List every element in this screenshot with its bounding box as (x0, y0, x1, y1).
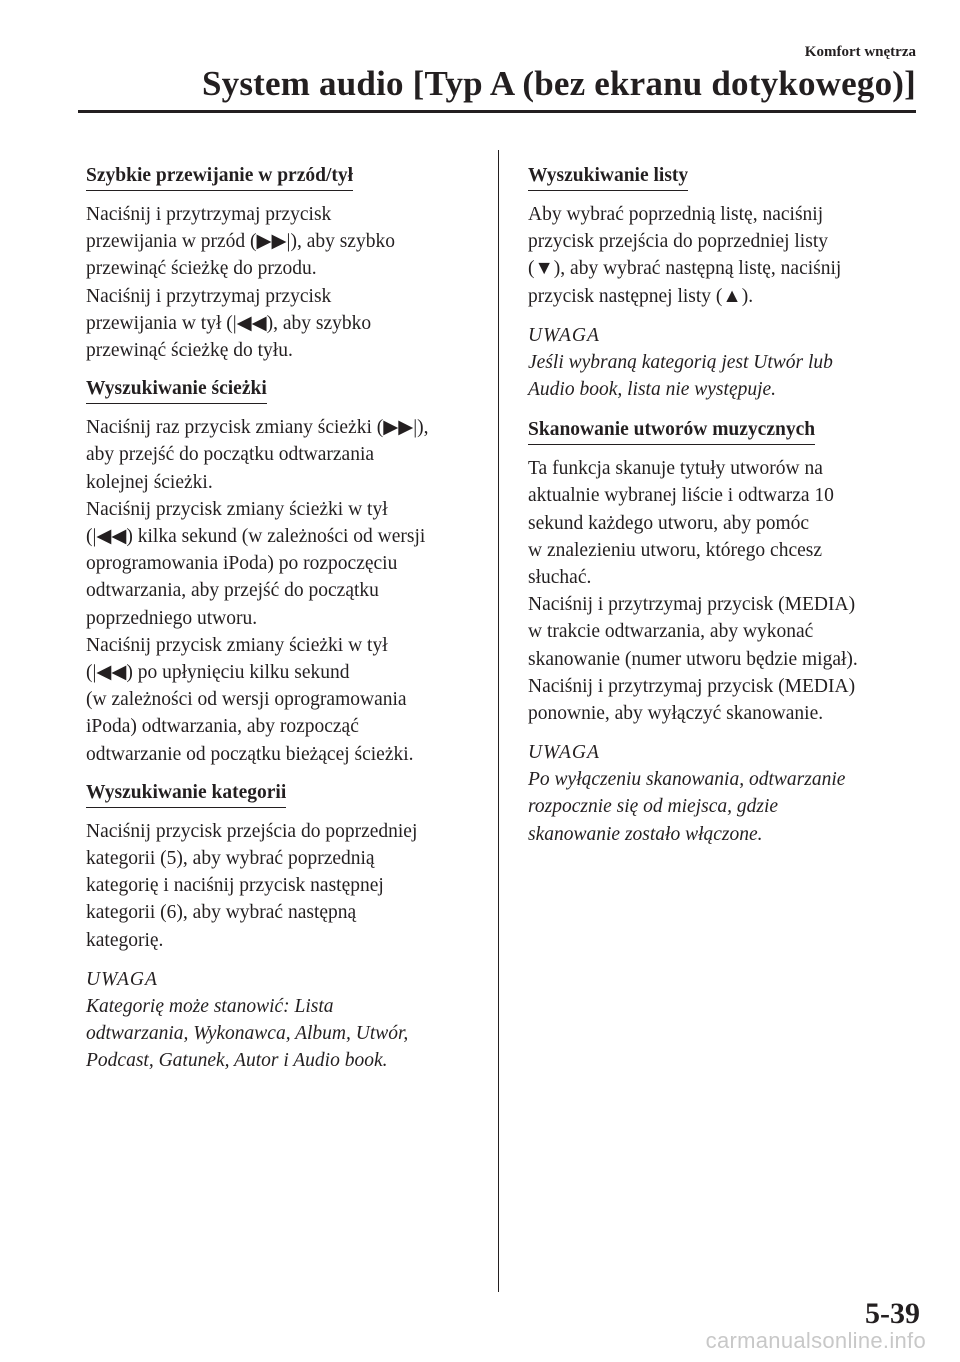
note-label: UWAGA (528, 742, 600, 764)
section-list-search (528, 163, 928, 403)
section-heading: Wyszukiwanie kategorii (86, 780, 286, 808)
section-heading: Wyszukiwanie listy (528, 163, 688, 191)
note-label: UWAGA (86, 968, 158, 990)
page-number: 5-39 (865, 1297, 920, 1330)
note-text: Po wyłączeniu skanowania, odtwarzanie rozpocznie się od miejsca, gdzie skanowanie zostało włączone. (528, 769, 846, 845)
section-heading: Wyszukiwanie ścieżki (86, 376, 267, 404)
left-column (86, 163, 478, 1088)
note-text: Jeśli wybraną kategorią jest Utwór lub Audio book, lista nie występuje. (528, 351, 833, 401)
note-text: Kategorię może stanowić: Lista odtwarzania, Wykonawca, Album, Utwór, Podcast, Gatunek, Autor i Audio book. (86, 995, 409, 1072)
section-fast-forward-rewind (86, 163, 478, 364)
column-divider (498, 150, 499, 1292)
note-label: UWAGA (528, 324, 600, 346)
right-column (528, 163, 928, 862)
section-text: Naciśnij raz przycisk zmiany ścieżki (▶▶|), aby przejść do początku odtwarzania kolejnej ścieżki. Naciśnij przycisk zmiany ścieżki w tył (|◀◀) kilka sekund (w zależności od wersji oprogramowania iPoda) po rozpoczęciu odtwarzania, aby przejść do początku poprzedniego utworu. Naciśnij przycisk zmiany ścieżki w tył (|◀◀) po upłynięciu kilku sekund (w zależności od wersji oprogramowania iPoda) odtwarzania, aby rozpocząć odtwarzanie od początku bieżącej ścieżki. (86, 417, 429, 765)
section-track-search (86, 376, 478, 768)
watermark: carmanualsonline.info (705, 1328, 926, 1353)
section-category-search (86, 780, 478, 1075)
section-music-scan (528, 417, 928, 848)
section-text: Naciśnij przycisk przejścia do poprzedniej kategorii (5), aby wybrać poprzednią kategorię i naciśnij przycisk następnej kategorii (6), aby wybrać następną kategorię. (86, 820, 418, 951)
section-heading: Szybkie przewijanie w przód/tył (86, 163, 353, 191)
page-title: System audio [Typ A (bez ekranu dotykowego)] (201, 64, 916, 103)
section-text: Naciśnij i przytrzymaj przycisk przewijania w przód (▶▶|), aby szybko przewinąć ścieżkę do przodu. Naciśnij i przytrzymaj przycisk przewijania w tył (|◀◀), aby szybko przewinąć ścieżkę do tyłu. (86, 204, 395, 362)
section-text: Aby wybrać poprzednią listę, naciśnij przycisk przejścia do poprzedniej listy (▼), aby wybrać następną listę, naciśnij przycisk następnej listy (▲). (528, 204, 842, 307)
header-rule (78, 110, 916, 113)
section-text: Ta funkcja skanuje tytuły utworów na aktualnie wybranej liście i odtwarza 10 sekund każdego utworu, aby pomóc w znalezieniu utworu, którego chcesz słuchać. Naciśnij i przytrzymaj przycisk (MEDIA) w trakcie odtwarzania, aby wykonać skanowanie (numer utworu będzie migał). Naciśnij i przytrzymaj przycisk (MEDIA) ponownie, aby wyłączyć skanowanie. (528, 458, 858, 725)
section-heading: Skanowanie utworów muzycznych (528, 417, 815, 445)
header-section-label: Komfort wnętrza (804, 44, 916, 60)
